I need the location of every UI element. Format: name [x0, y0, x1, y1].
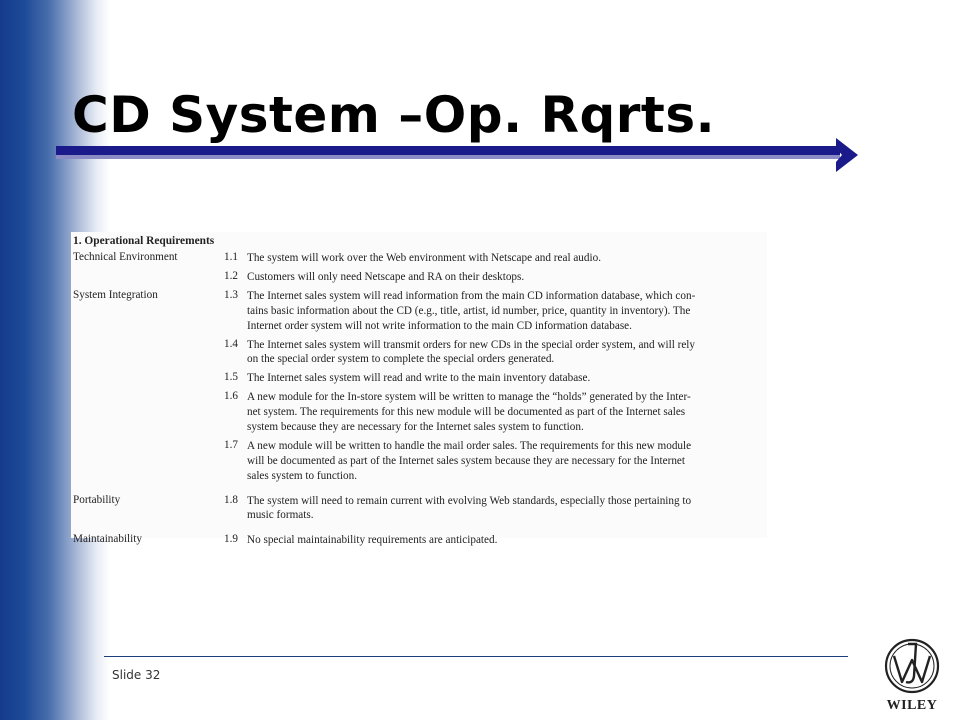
requirement-text-line: music formats. [247, 509, 314, 522]
requirement-text-line: net system. The requirements for this new module will be documented as part of the Internet sales [247, 406, 686, 419]
requirement-number: 1.8 [224, 493, 238, 506]
requirement-text-line: The system will need to remain current with evolving Web standards, especially those pertaining to [247, 494, 692, 507]
requirement-text-line: The Internet sales system will read and write to the main inventory database. [247, 372, 591, 385]
title-underline-shadow [56, 155, 840, 159]
requirement-number: 1.6 [224, 390, 238, 403]
requirement-text-line: The Internet sales system will read information from the main CD information database, which con- [247, 290, 696, 302]
requirement-number: 1.2 [224, 270, 238, 282]
requirement-text-line: Internet order system will not write information to the main CD information database. [247, 319, 632, 332]
requirement-number: 1.1 [224, 251, 238, 263]
requirement-text-line: A new module will be written to handle the mail order sales. The requirements for this new module [247, 440, 692, 452]
slide-title: CD System –Op. Rqrts. [72, 86, 716, 144]
requirement-text-line: on the special order system to complete the special orders generated. [247, 353, 555, 366]
requirements-heading: 1. Operational Requirements [73, 235, 215, 247]
requirement-text-line: Customers will only need Netscape and RA on their desktops. [247, 271, 525, 283]
requirement-number: 1.5 [224, 371, 238, 384]
requirement-text-line: sales system to function. [247, 469, 357, 482]
slide-number: 32 [145, 668, 161, 682]
title-underline-bar [56, 146, 840, 155]
slide-label-text: Slide [112, 668, 142, 682]
requirement-text-line: A new module for the In-store system will be written to manage the “holds” generated by the Inter- [247, 391, 691, 404]
requirement-text-line: tains basic information about the CD (e.g., title, artist, id number, price, quantity in inventory). The [247, 304, 691, 317]
requirement-number: 1.3 [224, 289, 238, 301]
requirement-category: Technical Environment [73, 251, 178, 263]
footer-divider [104, 656, 848, 657]
requirement-text-line: No special maintainability requirements are anticipated. [247, 534, 498, 547]
requirement-category: Maintainability [73, 533, 142, 546]
requirement-text-line: system because they are necessary for the Internet sales system to function. [247, 421, 584, 433]
requirements-table [71, 232, 767, 547]
requirement-text-line: The Internet sales system will transmit orders for new CDs in the special order system, and will rely [247, 338, 696, 351]
requirement-number: 1.4 [224, 337, 238, 350]
slide-number-label [112, 668, 160, 682]
requirement-text-line: will be documented as part of the Internet sales system because they are necessary for the Internet [247, 454, 686, 467]
wiley-logo [880, 636, 944, 718]
requirement-number: 1.7 [224, 439, 238, 451]
requirement-category: Portability [73, 493, 121, 506]
wiley-wordmark: WILEY [886, 698, 938, 713]
requirement-number: 1.9 [224, 533, 238, 546]
requirement-text-line: The system will work over the Web environment with Netscape and real audio. [247, 252, 601, 264]
requirement-category: System Integration [73, 289, 158, 301]
